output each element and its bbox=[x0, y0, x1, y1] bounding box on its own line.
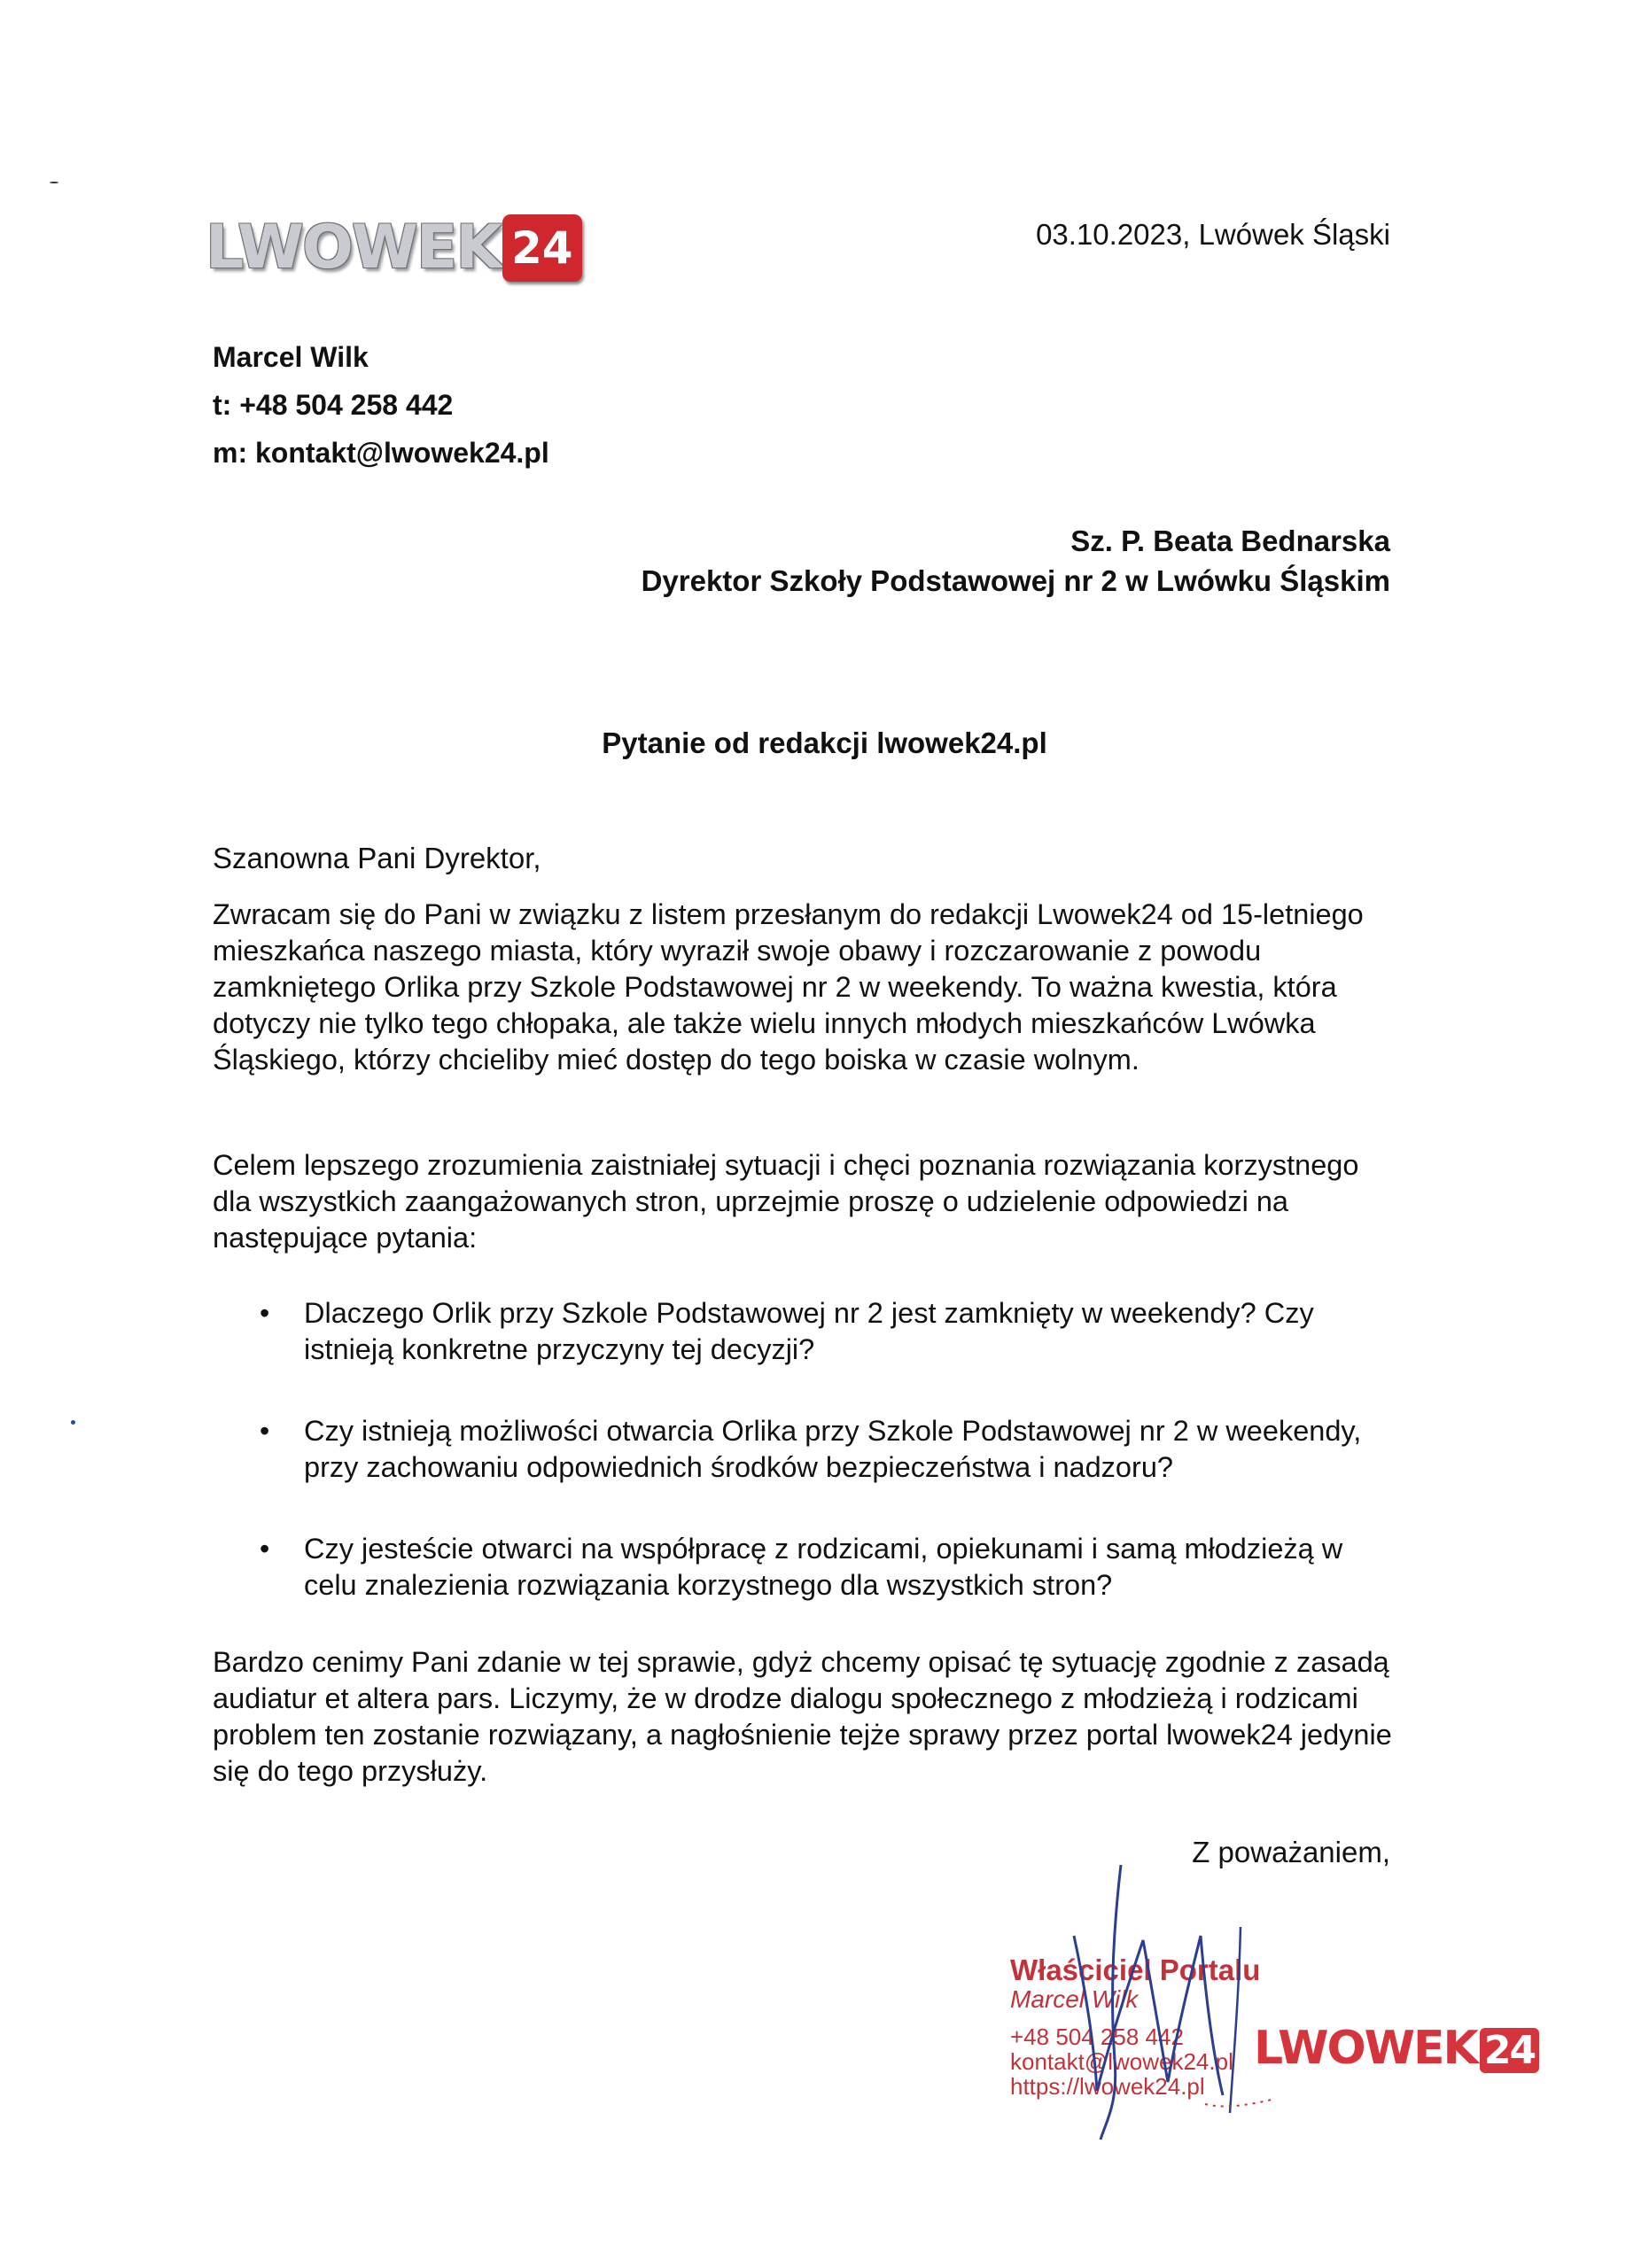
scan-artifact bbox=[50, 182, 58, 183]
questions-list bbox=[260, 1295, 1403, 1649]
recipient-name: Sz. P. Beata Bednarska bbox=[1070, 524, 1390, 557]
stamp-email: kontakt@lwowek24.pl bbox=[1010, 2048, 1233, 2075]
recipient-block bbox=[642, 521, 1390, 601]
stamp-logo-number: 24 bbox=[1480, 2028, 1539, 2073]
stamp-logo-word: LWOWEK bbox=[1254, 2022, 1477, 2075]
list-item: • Dlaczego Orlik przy Szkole Podstawowej nr 2 jest zamknięty w weekendy? Czy istnieją konkretne przyczyny tej decyzji? bbox=[260, 1295, 1403, 1368]
letter-subject: Pytanie od redakcji lwowek24.pl bbox=[602, 726, 1047, 759]
stamp-title: Właściciel Portalu bbox=[1010, 1953, 1261, 1986]
sender-email: m: kontakt@lwowek24.pl bbox=[213, 437, 549, 469]
stamp-phone: +48 504 258 442 bbox=[1010, 2023, 1184, 2050]
list-item: • Czy jesteście otwarci na współpracę z rodzicami, opiekunami i samą młodzieżą w celu znalezienia rozwiązania korzystnego dla wszystkich stron? bbox=[260, 1531, 1403, 1604]
stamp-url: https://lwowek24.pl bbox=[1010, 2073, 1205, 2100]
sender-name: Marcel Wilk bbox=[213, 341, 369, 373]
closing-phrase: Z poważaniem, bbox=[1192, 1836, 1390, 1868]
recipient-title: Dyrektor Szkoły Podstawowej nr 2 w Lwówku Śląskim bbox=[641, 564, 1390, 597]
logo-wordmark: LWOWEK bbox=[206, 213, 502, 283]
paragraph-intro: Zwracam się do Pani w związku z listem przesłanym do redakcji Lwowek24 od 15-letniego mieszkańca naszego miasta, który wyraził swoje obawy i rozczarowanie z powodu zamkniętego Orlika przy Szkole Podstawowej nr 2 w weekendy. To ważna kwestia, która dotyczy nie tylko tego chłopaka, ale także wielu innych młodych mieszkańców Lwówka Śląskiego, którzy chcieliby mieć dostęp do tego boiska w czasie wolnym. bbox=[213, 898, 1364, 1076]
paragraph-closing: Bardzo cenimy Pani zdanie w tej sprawie, gdyż chcemy opisać tę sytuację zgodnie z zasadą audiatur et altera pars. Liczymy, że w drodze dialogu społecznego z młodzieżą i rodzicami problem ten zostanie rozwiązany, a nagłośnienie tejże sprawy przez portal lwowek24 jedynie się do tego przysłuży. bbox=[213, 1646, 1392, 1787]
handwritten-signature bbox=[1001, 1856, 1338, 2148]
stamp-name: Marcel Wilk bbox=[1010, 1985, 1139, 2013]
paragraph-request: Celem lepszego zrozumienia zaistniałej sytuacji i chęci poznania rozwiązania korzystnego dla wszystkich zaangażowanych stron, uprzejmie proszę o udzielenie odpowiedzi na następujące pytania: bbox=[213, 1149, 1359, 1254]
sender-block bbox=[213, 333, 549, 477]
scan-artifact bbox=[71, 1420, 75, 1425]
sender-phone: t: +48 504 258 442 bbox=[213, 389, 454, 421]
logo-number-badge: 24 bbox=[502, 214, 582, 282]
letter-date: 03.10.2023, Lwówek Śląski bbox=[1036, 218, 1390, 251]
list-item: • Czy istnieją możliwości otwarcia Orlika przy Szkole Podstawowej nr 2 w weekendy, przy zachowaniu odpowiednich środków bezpieczeństwa i nadzoru? bbox=[260, 1413, 1403, 1486]
lwowek24-logo bbox=[206, 211, 573, 285]
salutation: Szanowna Pani Dyrektor, bbox=[213, 842, 541, 874]
